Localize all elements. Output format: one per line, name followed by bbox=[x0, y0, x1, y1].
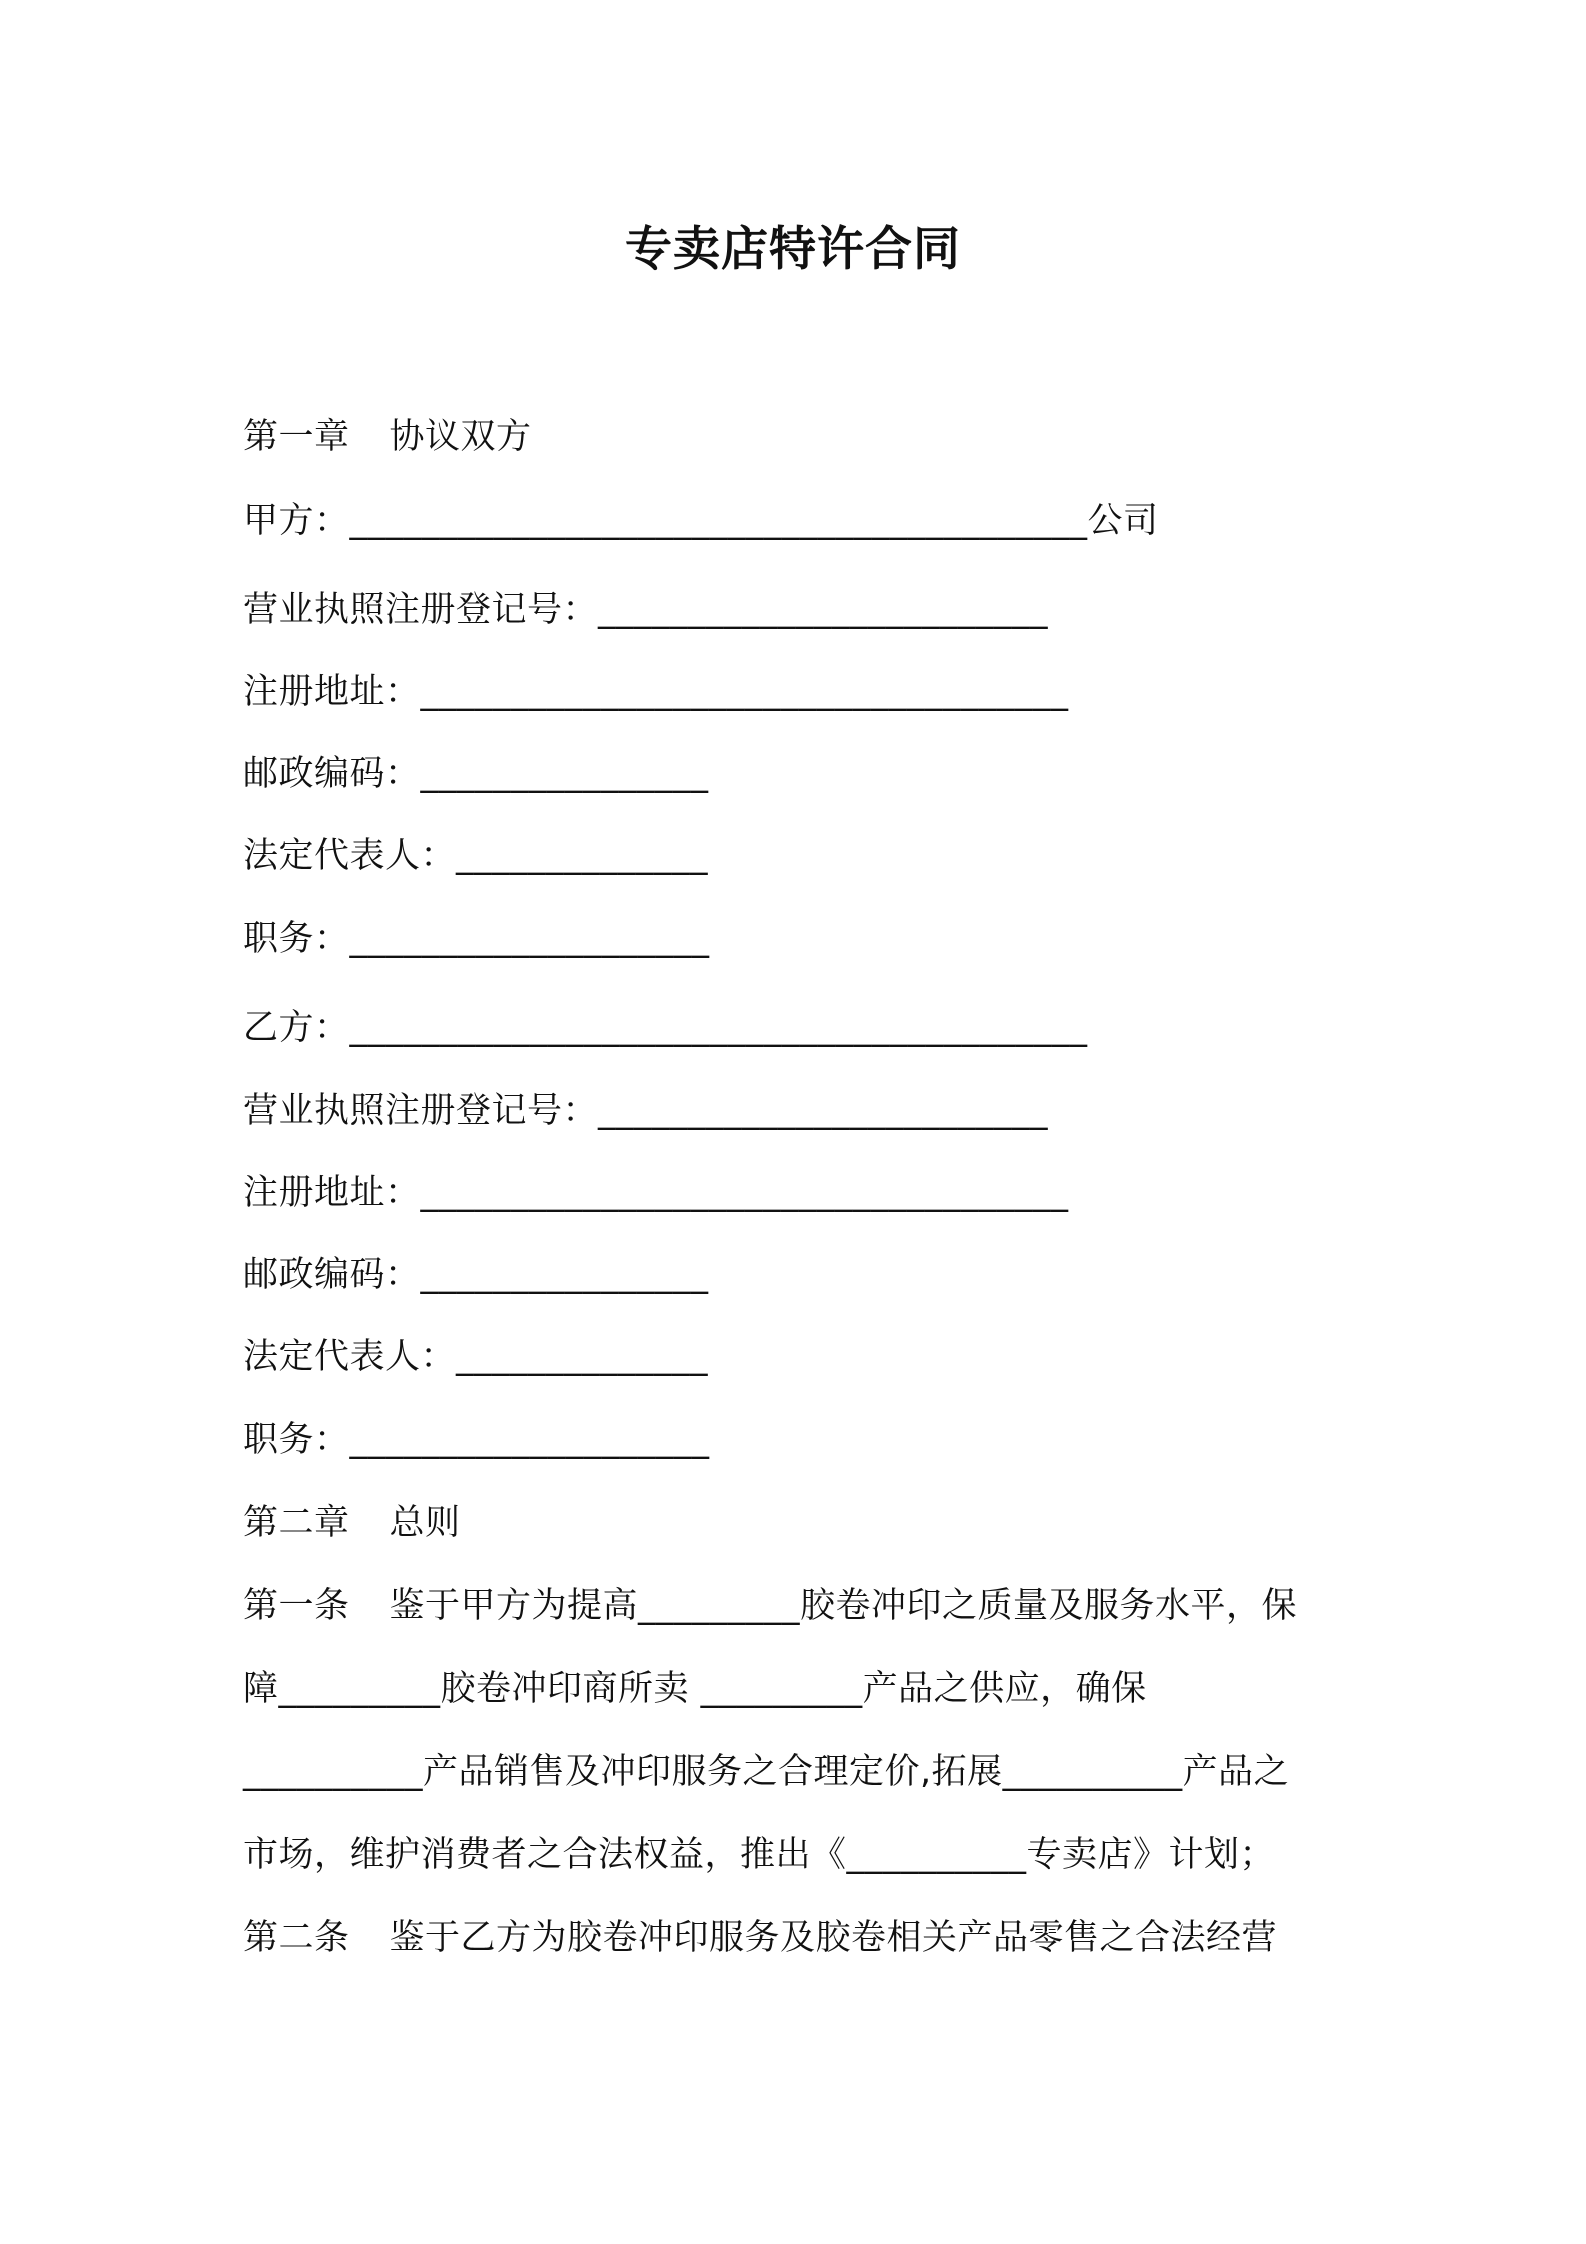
party-a-representative-field: 法定代表人：______________ bbox=[243, 836, 709, 876]
party-a-name-field: 甲方：_________________________________________公司 bbox=[243, 501, 1159, 541]
party-b-address-field: 注册地址：____________________________________ bbox=[243, 1173, 1069, 1213]
party-b-position-field: 职务：____________________ bbox=[243, 1420, 710, 1460]
article-text: 鉴于乙方为胶卷冲印服务及胶卷相关产品零售之合法经营 bbox=[389, 1918, 1278, 1958]
party-a-postcode-field: 邮政编码：________________ bbox=[243, 754, 709, 794]
chapter-heading bbox=[243, 1499, 461, 1547]
article-1-line: __________产品销售及冲印服务之合理定价,拓展__________产品之 bbox=[243, 1752, 1290, 1792]
article-1-line bbox=[243, 1582, 1297, 1630]
article-label: 第一条 bbox=[243, 1586, 350, 1626]
chapter-label: 第一章 bbox=[243, 417, 350, 457]
chapter-label: 第二章 bbox=[243, 1503, 350, 1543]
article-1-line: 市场，维护消费者之合法权益，推出《__________专卖店》计划； bbox=[243, 1835, 1276, 1875]
article-1-line: 障_________胶卷冲印商所卖 _________产品之供应，确保 bbox=[243, 1669, 1147, 1709]
party-a-license-field: 营业执照注册登记号：_________________________ bbox=[243, 590, 1049, 630]
chapter-heading bbox=[243, 413, 532, 461]
party-b-representative-field: 法定代表人：______________ bbox=[243, 1337, 709, 1377]
document-title: 专卖店特许合同 bbox=[625, 222, 961, 277]
party-b-license-field: 营业执照注册登记号：_________________________ bbox=[243, 1091, 1049, 1131]
party-a-position-field: 职务：____________________ bbox=[243, 919, 710, 959]
article-text: 鉴于甲方为提高_________胶卷冲印之质量及服务水平，保 bbox=[389, 1586, 1298, 1626]
article-2-line bbox=[243, 1914, 1277, 1962]
party-b-name-field: 乙方：_________________________________________ bbox=[243, 1008, 1088, 1048]
party-b-postcode-field: 邮政编码：________________ bbox=[243, 1255, 709, 1295]
chapter-name: 总则 bbox=[389, 1503, 461, 1543]
article-label: 第二条 bbox=[243, 1918, 350, 1958]
chapter-name: 协议双方 bbox=[389, 417, 532, 457]
party-a-address-field: 注册地址：____________________________________ bbox=[243, 672, 1069, 712]
